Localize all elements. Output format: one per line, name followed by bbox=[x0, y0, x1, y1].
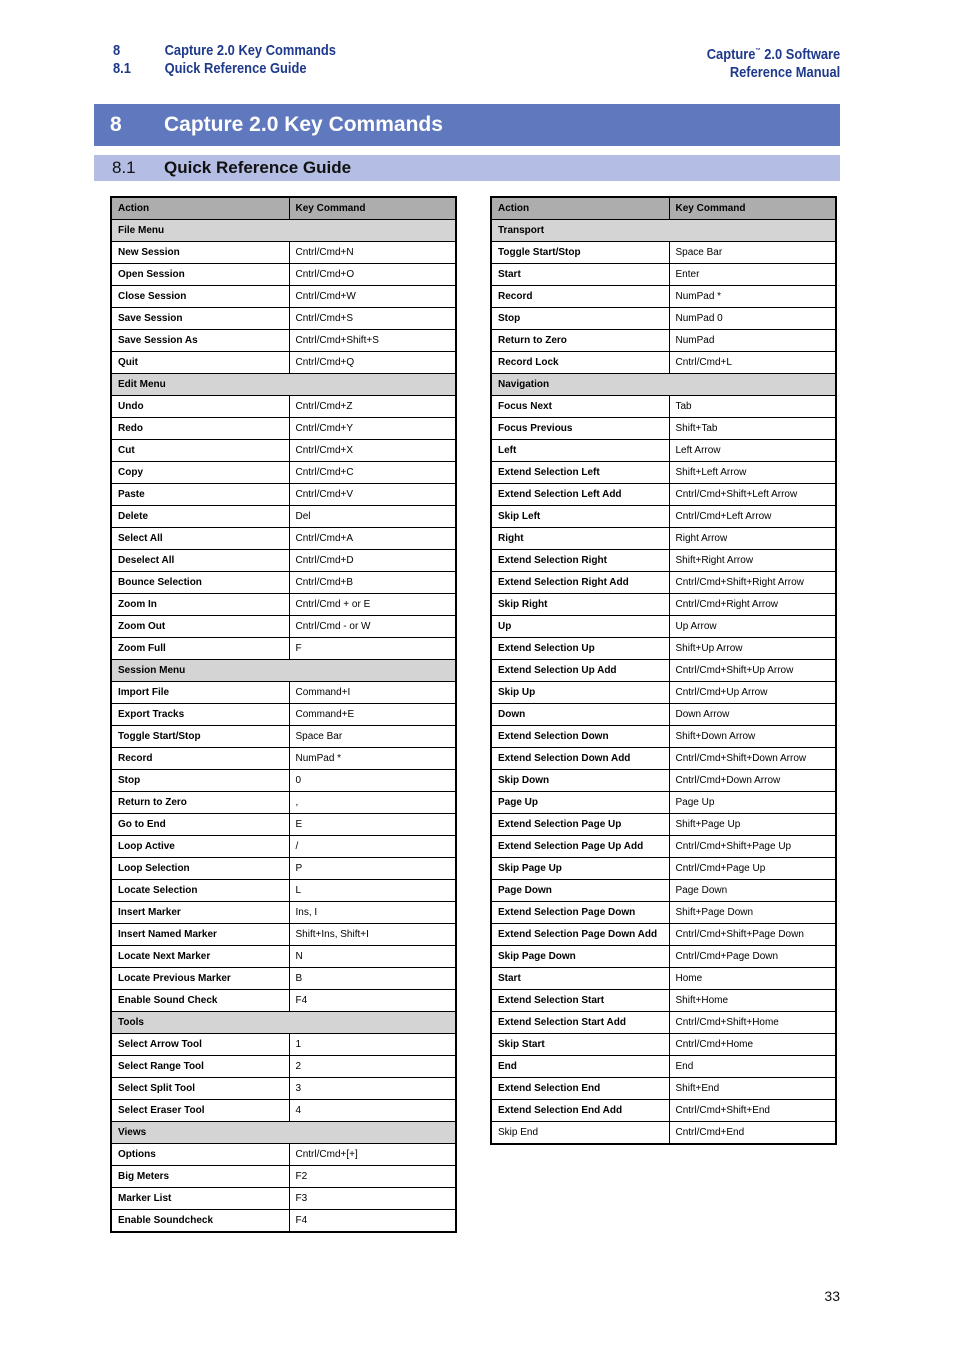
action-cell: Insert Named Marker bbox=[111, 924, 289, 946]
section-heading-bar bbox=[94, 155, 840, 181]
key-command-cell: Down Arrow bbox=[669, 704, 836, 726]
action-cell: Extend Selection Page Down Add bbox=[491, 924, 669, 946]
action-cell: Zoom In bbox=[111, 594, 289, 616]
key-command-cell: E bbox=[289, 814, 456, 836]
key-command-cell: Cntrl/Cmd+Shift+Right Arrow bbox=[669, 572, 836, 594]
key-command-cell: Cntrl/Cmd+End bbox=[669, 1122, 836, 1145]
action-cell: Quit bbox=[111, 352, 289, 374]
table-row bbox=[491, 814, 836, 836]
action-cell: Paste bbox=[111, 484, 289, 506]
key-command-cell: NumPad * bbox=[669, 286, 836, 308]
table-row bbox=[491, 506, 836, 528]
key-command-cell: Cntrl/Cmd+[+] bbox=[289, 1144, 456, 1166]
table-row bbox=[491, 946, 836, 968]
key-command-cell: Left Arrow bbox=[669, 440, 836, 462]
key-command-cell: Space Bar bbox=[669, 242, 836, 264]
header-section-line bbox=[113, 60, 336, 78]
key-command-cell: Cntrl/Cmd+Shift+S bbox=[289, 330, 456, 352]
action-cell: Big Meters bbox=[111, 1166, 289, 1188]
key-command-cell: NumPad 0 bbox=[669, 308, 836, 330]
action-cell: Down bbox=[491, 704, 669, 726]
action-cell: Extend Selection Up Add bbox=[491, 660, 669, 682]
key-command-cell: P bbox=[289, 858, 456, 880]
key-command-cell: Cntrl/Cmd+Shift+Left Arrow bbox=[669, 484, 836, 506]
action-cell: Save Session As bbox=[111, 330, 289, 352]
action-cell: Loop Selection bbox=[111, 858, 289, 880]
table-row bbox=[111, 1166, 456, 1188]
group-row bbox=[111, 220, 456, 242]
action-cell: Cut bbox=[111, 440, 289, 462]
key-command-cell: Cntrl/Cmd+Shift+Home bbox=[669, 1012, 836, 1034]
key-command-cell: Cntrl/Cmd+B bbox=[289, 572, 456, 594]
table-row bbox=[491, 836, 836, 858]
key-command-cell: F4 bbox=[289, 1210, 456, 1233]
table-row bbox=[491, 1078, 836, 1100]
key-command-cell: Del bbox=[289, 506, 456, 528]
table-row bbox=[491, 682, 836, 704]
table-row bbox=[111, 506, 456, 528]
action-cell: Select Arrow Tool bbox=[111, 1034, 289, 1056]
header-section-number: 8.1 bbox=[113, 60, 131, 77]
table-row bbox=[111, 1210, 456, 1233]
table-row bbox=[491, 1122, 836, 1145]
header-chapter-title: Capture 2.0 Key Commands bbox=[164, 42, 336, 59]
action-cell: Extend Selection Right Add bbox=[491, 572, 669, 594]
table-row bbox=[111, 924, 456, 946]
action-cell: Copy bbox=[111, 462, 289, 484]
table-row bbox=[111, 1100, 456, 1122]
action-cell: Start bbox=[491, 968, 669, 990]
table-row bbox=[491, 770, 836, 792]
table-row bbox=[491, 924, 836, 946]
table-row bbox=[491, 990, 836, 1012]
table-row bbox=[491, 572, 836, 594]
table-row bbox=[111, 726, 456, 748]
key-command-cell: Tab bbox=[669, 396, 836, 418]
table-row bbox=[491, 858, 836, 880]
key-command-cell: Page Down bbox=[669, 880, 836, 902]
page-number: 33 bbox=[824, 1288, 840, 1304]
key-command-cell: Cntrl/Cmd+Page Up bbox=[669, 858, 836, 880]
table-row bbox=[111, 572, 456, 594]
action-cell: Extend Selection End Add bbox=[491, 1100, 669, 1122]
chapter-number: 8 bbox=[110, 113, 122, 136]
action-cell: Delete bbox=[111, 506, 289, 528]
table-row bbox=[491, 616, 836, 638]
action-cell: Extend Selection Page Down bbox=[491, 902, 669, 924]
table-row bbox=[111, 418, 456, 440]
table-row bbox=[491, 1100, 836, 1122]
table-row bbox=[491, 968, 836, 990]
table-row bbox=[491, 704, 836, 726]
action-cell: New Session bbox=[111, 242, 289, 264]
action-cell: Focus Next bbox=[491, 396, 669, 418]
action-cell: Skip Start bbox=[491, 1034, 669, 1056]
action-cell: Locate Previous Marker bbox=[111, 968, 289, 990]
action-cell: Extend Selection Page Up Add bbox=[491, 836, 669, 858]
key-command-cell: Cntrl/Cmd+Y bbox=[289, 418, 456, 440]
key-command-cell: Enter bbox=[669, 264, 836, 286]
action-cell: Stop bbox=[111, 770, 289, 792]
key-command-cell: Cntrl/Cmd+Shift+Page Down bbox=[669, 924, 836, 946]
key-command-cell: Cntrl/Cmd+W bbox=[289, 286, 456, 308]
key-command-cell: 3 bbox=[289, 1078, 456, 1100]
table-row bbox=[111, 264, 456, 286]
table-row bbox=[491, 594, 836, 616]
action-cell: Record bbox=[491, 286, 669, 308]
action-cell: Extend Selection Start bbox=[491, 990, 669, 1012]
key-command-cell: Cntrl/Cmd+Home bbox=[669, 1034, 836, 1056]
table-row bbox=[491, 550, 836, 572]
key-command-cell: Shift+Home bbox=[669, 990, 836, 1012]
action-cell: Undo bbox=[111, 396, 289, 418]
action-cell: Options bbox=[111, 1144, 289, 1166]
table-row bbox=[111, 704, 456, 726]
action-cell: Page Down bbox=[491, 880, 669, 902]
action-cell: Extend Selection Right bbox=[491, 550, 669, 572]
group-label: Views bbox=[111, 1122, 456, 1144]
chapter-title: Capture 2.0 Key Commands bbox=[164, 113, 443, 136]
table-row bbox=[111, 1056, 456, 1078]
table-row bbox=[111, 616, 456, 638]
column-header-key-command: Key Command bbox=[289, 197, 456, 220]
table-row bbox=[111, 594, 456, 616]
table-row bbox=[491, 748, 836, 770]
group-row bbox=[111, 374, 456, 396]
header-manual-title: Reference Manual bbox=[729, 64, 840, 81]
group-row bbox=[491, 220, 836, 242]
action-cell: Skip Down bbox=[491, 770, 669, 792]
table-row bbox=[111, 770, 456, 792]
action-cell: Insert Marker bbox=[111, 902, 289, 924]
header-brand: Capture bbox=[706, 46, 756, 63]
table-row bbox=[111, 858, 456, 880]
key-command-cell: Cntrl/Cmd+S bbox=[289, 308, 456, 330]
action-cell: Select Range Tool bbox=[111, 1056, 289, 1078]
key-command-cell: F2 bbox=[289, 1166, 456, 1188]
table-row bbox=[491, 638, 836, 660]
action-cell: Export Tracks bbox=[111, 704, 289, 726]
action-cell: Locate Next Marker bbox=[111, 946, 289, 968]
table-row bbox=[111, 1034, 456, 1056]
action-cell: Extend Selection Down bbox=[491, 726, 669, 748]
table-row bbox=[111, 352, 456, 374]
action-cell: Skip Left bbox=[491, 506, 669, 528]
key-command-cell: Shift+Right Arrow bbox=[669, 550, 836, 572]
column-header-action: Action bbox=[491, 197, 669, 220]
group-row bbox=[111, 1012, 456, 1034]
action-cell: Zoom Out bbox=[111, 616, 289, 638]
action-cell: Toggle Start/Stop bbox=[491, 242, 669, 264]
table-row bbox=[111, 330, 456, 352]
key-command-cell: Home bbox=[669, 968, 836, 990]
table-row bbox=[111, 1188, 456, 1210]
table-row bbox=[111, 946, 456, 968]
table-row bbox=[491, 726, 836, 748]
group-label: Transport bbox=[491, 220, 836, 242]
section-number: 8.1 bbox=[112, 158, 136, 177]
table-row bbox=[111, 968, 456, 990]
section-title: Quick Reference Guide bbox=[164, 158, 352, 177]
action-cell: Focus Previous bbox=[491, 418, 669, 440]
action-cell: Return to Zero bbox=[111, 792, 289, 814]
action-cell: Deselect All bbox=[111, 550, 289, 572]
action-cell: Extend Selection End bbox=[491, 1078, 669, 1100]
table-row bbox=[111, 484, 456, 506]
key-command-cell: Cntrl/Cmd+Left Arrow bbox=[669, 506, 836, 528]
key-command-cell: Command+I bbox=[289, 682, 456, 704]
action-cell: Stop bbox=[491, 308, 669, 330]
table-row bbox=[111, 286, 456, 308]
key-command-cell: 2 bbox=[289, 1056, 456, 1078]
key-command-cell: N bbox=[289, 946, 456, 968]
group-label: Navigation bbox=[491, 374, 836, 396]
key-command-cell: Cntrl/Cmd+C bbox=[289, 462, 456, 484]
key-command-cell: F bbox=[289, 638, 456, 660]
table-row bbox=[491, 528, 836, 550]
table-row bbox=[491, 286, 836, 308]
action-cell: Left bbox=[491, 440, 669, 462]
action-cell: Return to Zero bbox=[491, 330, 669, 352]
key-command-cell: Cntrl/Cmd+Shift+Page Up bbox=[669, 836, 836, 858]
table-row bbox=[111, 528, 456, 550]
table-row bbox=[491, 462, 836, 484]
key-command-cell: Cntrl/Cmd+D bbox=[289, 550, 456, 572]
table-row bbox=[491, 440, 836, 462]
key-command-cell: B bbox=[289, 968, 456, 990]
table-row bbox=[491, 264, 836, 286]
running-header-right bbox=[706, 42, 840, 82]
key-command-cell: Cntrl/Cmd+L bbox=[669, 352, 836, 374]
key-command-cell: Command+E bbox=[289, 704, 456, 726]
table-row bbox=[491, 418, 836, 440]
table-row bbox=[491, 880, 836, 902]
action-cell: Enable Sound Check bbox=[111, 990, 289, 1012]
action-cell: Record bbox=[111, 748, 289, 770]
action-cell: Bounce Selection bbox=[111, 572, 289, 594]
table-row bbox=[111, 880, 456, 902]
key-command-cell: Shift+Page Down bbox=[669, 902, 836, 924]
action-cell: Zoom Full bbox=[111, 638, 289, 660]
key-command-cell: Cntrl/Cmd+N bbox=[289, 242, 456, 264]
table-row bbox=[491, 792, 836, 814]
key-command-cell: , bbox=[289, 792, 456, 814]
table-header-row bbox=[111, 197, 456, 220]
action-cell: Select Split Tool bbox=[111, 1078, 289, 1100]
key-command-cell: 4 bbox=[289, 1100, 456, 1122]
action-cell: Enable Soundcheck bbox=[111, 1210, 289, 1233]
table-row bbox=[111, 462, 456, 484]
header-section-title: Quick Reference Guide bbox=[164, 60, 307, 77]
table-row bbox=[111, 638, 456, 660]
key-command-cell: Shift+Down Arrow bbox=[669, 726, 836, 748]
key-command-cell: F4 bbox=[289, 990, 456, 1012]
action-cell: Skip Page Down bbox=[491, 946, 669, 968]
key-command-cell: Shift+Left Arrow bbox=[669, 462, 836, 484]
group-label: Session Menu bbox=[111, 660, 456, 682]
header-product-rest: 2.0 Software bbox=[760, 46, 840, 63]
action-cell: Extend Selection Left bbox=[491, 462, 669, 484]
key-command-cell: Shift+Tab bbox=[669, 418, 836, 440]
group-label: Tools bbox=[111, 1012, 456, 1034]
column-header-action: Action bbox=[111, 197, 289, 220]
action-cell: Extend Selection Start Add bbox=[491, 1012, 669, 1034]
table-row bbox=[111, 814, 456, 836]
action-cell: Locate Selection bbox=[111, 880, 289, 902]
action-cell: Skip Page Up bbox=[491, 858, 669, 880]
key-command-cell: Cntrl/Cmd+Right Arrow bbox=[669, 594, 836, 616]
table-row bbox=[491, 352, 836, 374]
action-cell: Start bbox=[491, 264, 669, 286]
header-chapter-line bbox=[113, 42, 336, 60]
key-command-cell: Cntrl/Cmd+Q bbox=[289, 352, 456, 374]
action-cell: Open Session bbox=[111, 264, 289, 286]
key-commands-table-left bbox=[110, 196, 457, 1233]
header-chapter-number: 8 bbox=[113, 42, 121, 59]
action-cell: Marker List bbox=[111, 1188, 289, 1210]
table-row bbox=[111, 1144, 456, 1166]
key-command-cell: End bbox=[669, 1056, 836, 1078]
table-row bbox=[491, 660, 836, 682]
action-cell: Skip End bbox=[491, 1122, 669, 1145]
table-row bbox=[491, 242, 836, 264]
action-cell: Save Session bbox=[111, 308, 289, 330]
action-cell: Extend Selection Page Up bbox=[491, 814, 669, 836]
action-cell: Extend Selection Up bbox=[491, 638, 669, 660]
table-row bbox=[111, 990, 456, 1012]
action-cell: Right bbox=[491, 528, 669, 550]
key-command-cell: Shift+Page Up bbox=[669, 814, 836, 836]
key-command-cell: Right Arrow bbox=[669, 528, 836, 550]
table-row bbox=[111, 682, 456, 704]
action-cell: End bbox=[491, 1056, 669, 1078]
key-command-cell: Cntrl/Cmd+Shift+End bbox=[669, 1100, 836, 1122]
column-header-key-command: Key Command bbox=[669, 197, 836, 220]
key-command-cell: Cntrl/Cmd+Shift+Up Arrow bbox=[669, 660, 836, 682]
table-row bbox=[491, 396, 836, 418]
key-command-cell: Shift+Up Arrow bbox=[669, 638, 836, 660]
key-command-cell: F3 bbox=[289, 1188, 456, 1210]
key-command-cell: Shift+Ins, Shift+I bbox=[289, 924, 456, 946]
key-command-cell: Ins, I bbox=[289, 902, 456, 924]
table-row bbox=[491, 1056, 836, 1078]
table-row bbox=[491, 330, 836, 352]
table-row bbox=[491, 902, 836, 924]
action-cell: Import File bbox=[111, 682, 289, 704]
table-row bbox=[491, 484, 836, 506]
action-cell: Close Session bbox=[111, 286, 289, 308]
key-command-cell: NumPad bbox=[669, 330, 836, 352]
action-cell: Go to End bbox=[111, 814, 289, 836]
key-command-cell: Cntrl/Cmd+Up Arrow bbox=[669, 682, 836, 704]
key-command-cell: 0 bbox=[289, 770, 456, 792]
table-row bbox=[491, 1034, 836, 1056]
table-row bbox=[111, 902, 456, 924]
action-cell: Skip Up bbox=[491, 682, 669, 704]
key-command-cell: Cntrl/Cmd+Down Arrow bbox=[669, 770, 836, 792]
key-commands-table-right bbox=[490, 196, 837, 1145]
key-command-cell: Space Bar bbox=[289, 726, 456, 748]
key-command-cell: Cntrl/Cmd+V bbox=[289, 484, 456, 506]
table-row bbox=[111, 396, 456, 418]
table-header-row bbox=[491, 197, 836, 220]
action-cell: Up bbox=[491, 616, 669, 638]
header-product-line bbox=[706, 42, 840, 64]
group-row bbox=[111, 1122, 456, 1144]
action-cell: Toggle Start/Stop bbox=[111, 726, 289, 748]
table-row bbox=[111, 308, 456, 330]
action-cell: Select Eraser Tool bbox=[111, 1100, 289, 1122]
table-row bbox=[111, 1078, 456, 1100]
key-command-cell: NumPad * bbox=[289, 748, 456, 770]
chapter-heading-bar bbox=[94, 104, 840, 146]
key-command-cell: Up Arrow bbox=[669, 616, 836, 638]
key-command-cell: Cntrl/Cmd + or E bbox=[289, 594, 456, 616]
action-cell: Extend Selection Left Add bbox=[491, 484, 669, 506]
table-row bbox=[111, 748, 456, 770]
group-row bbox=[491, 374, 836, 396]
action-cell: Page Up bbox=[491, 792, 669, 814]
table-row bbox=[111, 440, 456, 462]
action-cell: Extend Selection Down Add bbox=[491, 748, 669, 770]
running-header-left bbox=[113, 42, 336, 78]
key-command-cell: Shift+End bbox=[669, 1078, 836, 1100]
group-row bbox=[111, 660, 456, 682]
key-command-cell: Cntrl/Cmd+Page Down bbox=[669, 946, 836, 968]
table-row bbox=[111, 550, 456, 572]
action-cell: Loop Active bbox=[111, 836, 289, 858]
key-command-cell: Cntrl/Cmd - or W bbox=[289, 616, 456, 638]
action-cell: Redo bbox=[111, 418, 289, 440]
table-row bbox=[491, 1012, 836, 1034]
key-command-cell: L bbox=[289, 880, 456, 902]
key-command-cell: Cntrl/Cmd+X bbox=[289, 440, 456, 462]
table-row bbox=[111, 792, 456, 814]
key-command-cell: Page Up bbox=[669, 792, 836, 814]
table-row bbox=[491, 308, 836, 330]
key-command-cell: 1 bbox=[289, 1034, 456, 1056]
action-cell: Record Lock bbox=[491, 352, 669, 374]
table-row bbox=[111, 836, 456, 858]
action-cell: Skip Right bbox=[491, 594, 669, 616]
key-command-cell: / bbox=[289, 836, 456, 858]
key-command-cell: Cntrl/Cmd+O bbox=[289, 264, 456, 286]
key-command-cell: Cntrl/Cmd+Z bbox=[289, 396, 456, 418]
group-label: Edit Menu bbox=[111, 374, 456, 396]
group-label: File Menu bbox=[111, 220, 456, 242]
key-command-cell: Cntrl/Cmd+A bbox=[289, 528, 456, 550]
trademark-symbol: ™ bbox=[755, 48, 761, 54]
key-command-cell: Cntrl/Cmd+Shift+Down Arrow bbox=[669, 748, 836, 770]
table-row bbox=[111, 242, 456, 264]
action-cell: Select All bbox=[111, 528, 289, 550]
